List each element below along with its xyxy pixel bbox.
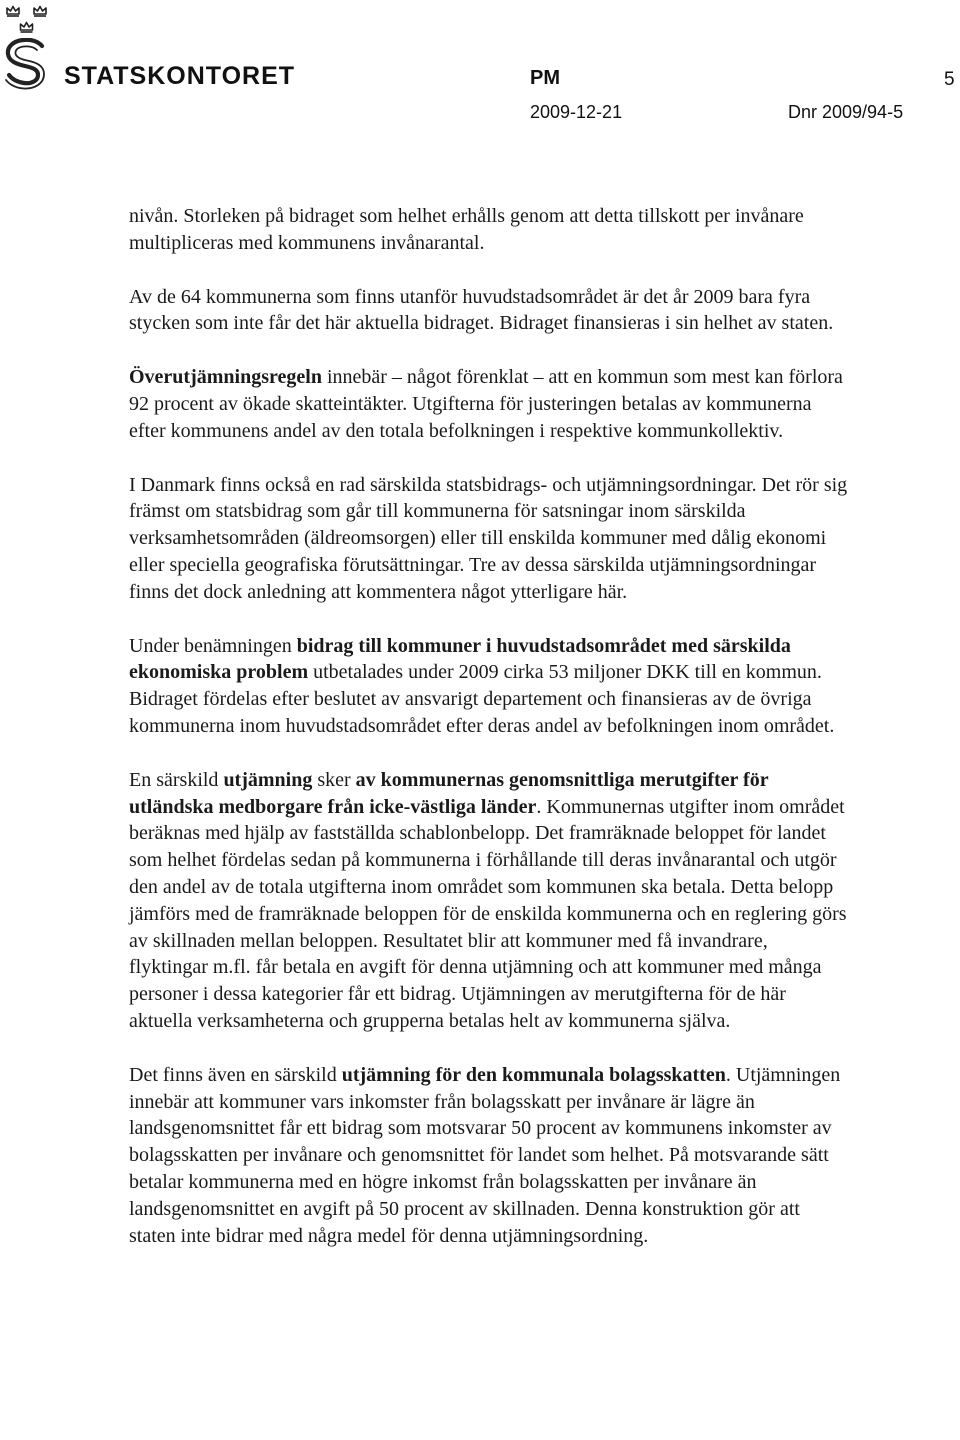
body-paragraph: [129, 1062, 849, 1250]
doc-type: PM: [530, 67, 560, 89]
body-paragraph: [129, 472, 849, 606]
body-paragraph: [129, 767, 849, 1035]
body-paragraph: [129, 364, 849, 444]
text-run: . Kommunernas utgifter inom området beräknas med hjälp av fastställda schablonbelopp. Det framräknade beloppet för landet som helhet fördelas sedan på kommunerna i förhållande till deras invånarantal och utgör den andel av de totala utgifterna inom området som kommunen ska betala. Detta belopp jämförs med de framräknade beloppen för de enskilda kommunerna och en reglering görs av skillnaden mellan beloppen. Resultatet blir att kommuner med få invandrare, flyktingar m.fl. får betala en avgift för denna utjämning och att kommuner med många personer i dessa kategorier får ett bidrag. Utjämningen av merutgifterna för de här aktuella verksamheterna och grupperna betalas helt av kommunerna själva.: [129, 795, 847, 1032]
bold-term: utjämning för den kommunala bolagsskatten: [341, 1063, 726, 1086]
text-run: En särskild: [129, 768, 224, 791]
statskontoret-logo: [4, 4, 304, 90]
body-paragraph: [129, 633, 849, 740]
text-run: Av de 64 kommunerna som finns utanför huvudstadsområdet är det år 2009 bara fyra stycken som inte får det här aktuella bidraget. Bidraget finansieras i sin helhet av staten.: [129, 285, 834, 335]
text-run: I Danmark finns också en rad särskilda statsbidrags- och utjämningsordningar. Det rör sig främst om statsbidrag som går till kommunerna för satsningar inom särskilda verksamhetsområden (äldreomsorgen) eller till enskilda kommuner med dålig ekonomi eller speciella geografiska förutsättningar. Tre av dessa särskilda utjämningsordningar finns det dock anledning att kommentera något ytterligare här.: [129, 473, 848, 603]
three-crowns-icon: [4, 4, 52, 34]
org-wordmark: STATSKONTORET: [64, 62, 296, 90]
document-body: [129, 203, 849, 1276]
text-run: utbetalades under 2009 cirka 53 miljoner DKK till en kommun. Bidraget fördelas efter beslutet av ansvarigt departement och finansieras av de övriga kommunerna inom huvudstadsområdet efter deras andel av befolkningen inom området.: [129, 661, 835, 737]
doc-date: 2009-12-21: [530, 102, 623, 122]
text-run: . Utjämningen innebär att kommuner vars inkomster från bolagsskatt per invånare är lägre än landsgenomsnittet får ett bidrag som motsvarar 50 procent av kommunens inkomster av bolagsskatten per invånare och genomsnittet för landet som helhet. På motsvarande sätt betalar kommunerna med en högre inkomst från bolagsskatten per invånare än landsgenomsnittet en avgift på 50 procent av skillnaden. Denna konstruktion gör att staten inte bidrar med några medel för denna utjämningsordning.: [129, 1063, 841, 1247]
text-run: innebär – något förenklat – att en kommun som mest kan förlora 92 procent av ökade skatteintäkter. Utgifterna för justeringen betalas av kommunerna efter kommunens andel av den totala befolkningen i respektive kommunkollektiv.: [129, 366, 843, 442]
body-paragraph: [129, 284, 849, 338]
body-paragraph: [129, 203, 849, 257]
bold-term: av kommunernas genomsnittliga merutgifter för utländska medborgare från icke-västliga länder: [129, 768, 769, 818]
page-number: 5: [944, 69, 955, 90]
text-run: Det finns även en särskild: [129, 1063, 342, 1086]
bold-term: bidrag till kommuner i huvudstadsområdet med särskilda ekonomiska problem: [129, 634, 791, 684]
bold-term: utjämning: [223, 768, 313, 791]
doc-reference-number: Dnr 2009/94-5: [788, 102, 904, 122]
text-run: nivån. Storleken på bidraget som helhet erhålls genom att detta tillskott per invånare multipliceras med kommunens invånarantal.: [129, 205, 804, 254]
bold-term: Överutjämningsregeln: [129, 366, 322, 389]
text-run: sker: [312, 768, 356, 791]
text-run: Under benämningen: [129, 634, 297, 657]
s-symbol-icon: [4, 38, 48, 90]
